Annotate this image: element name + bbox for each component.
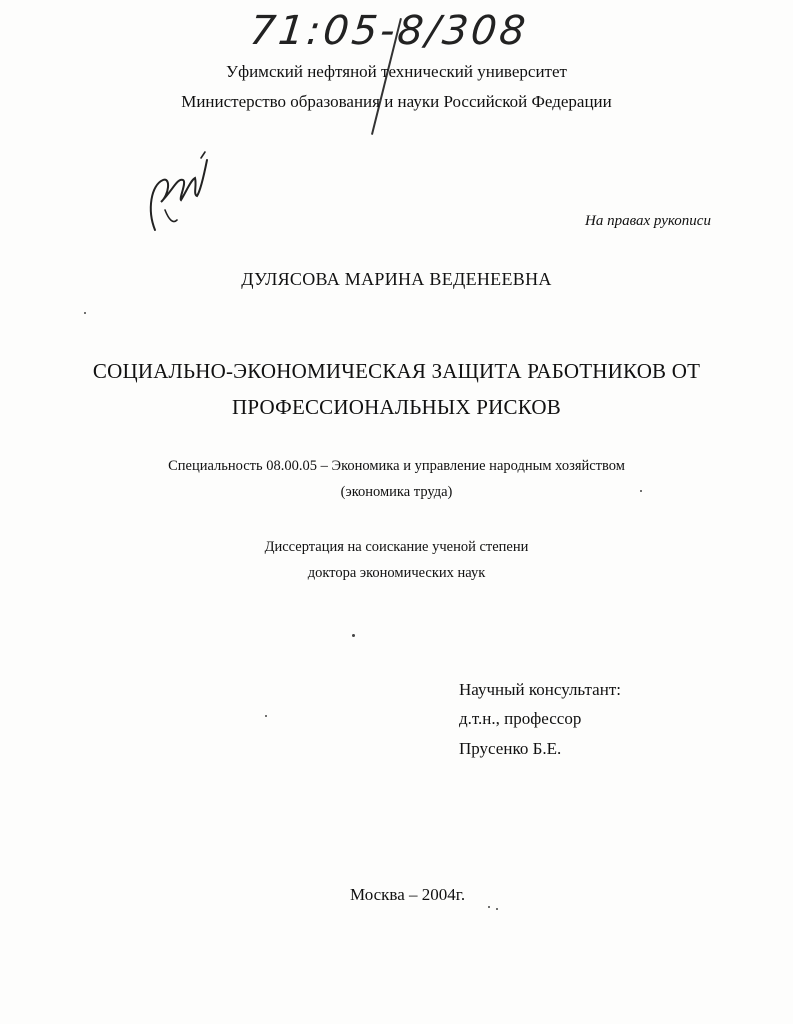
advisor-name: Прусенко Б.Е. — [459, 739, 562, 758]
dissertation-degree-line-2: доктора экономических наук — [307, 565, 486, 581]
scan-speck — [488, 906, 490, 908]
scan-speck — [84, 312, 86, 314]
city-year: Москва – 2004г. — [350, 885, 466, 904]
university-name: Уфимский нефтяной технический университет — [226, 62, 567, 81]
catalog-stamp: 71:05-8/308 — [247, 8, 531, 54]
scan-speck — [265, 715, 267, 717]
advisor-degree: д.т.н., профессор — [459, 709, 582, 728]
handwritten-signature — [143, 150, 213, 240]
ministry-name: Министерство образования и науки Российской Федерации — [181, 92, 612, 111]
scan-speck — [352, 634, 355, 637]
speciality-subline: (экономика труда) — [340, 484, 453, 500]
dissertation-title-line-2: ПРОФЕССИОНАЛЬНЫХ РИСКОВ — [232, 395, 561, 419]
advisor-label: Научный консультант: — [459, 680, 621, 699]
dissertation-degree-line-1: Диссертация на соискание ученой степени — [264, 539, 529, 555]
dissertation-title-line-1: СОЦИАЛЬНО-ЭКОНОМИЧЕСКАЯ ЗАЩИТА РАБОТНИКОВ ОТ — [92, 359, 701, 383]
author-name: ДУЛЯСОВА МАРИНА ВЕДЕНЕЕВНА — [241, 269, 552, 289]
speciality-line: Специальность 08.00.05 – Экономика и управление народным хозяйством — [168, 458, 625, 474]
scan-speck — [496, 908, 498, 910]
scan-speck — [640, 490, 642, 492]
manuscript-rights-note: На правах рукописи — [585, 213, 711, 229]
